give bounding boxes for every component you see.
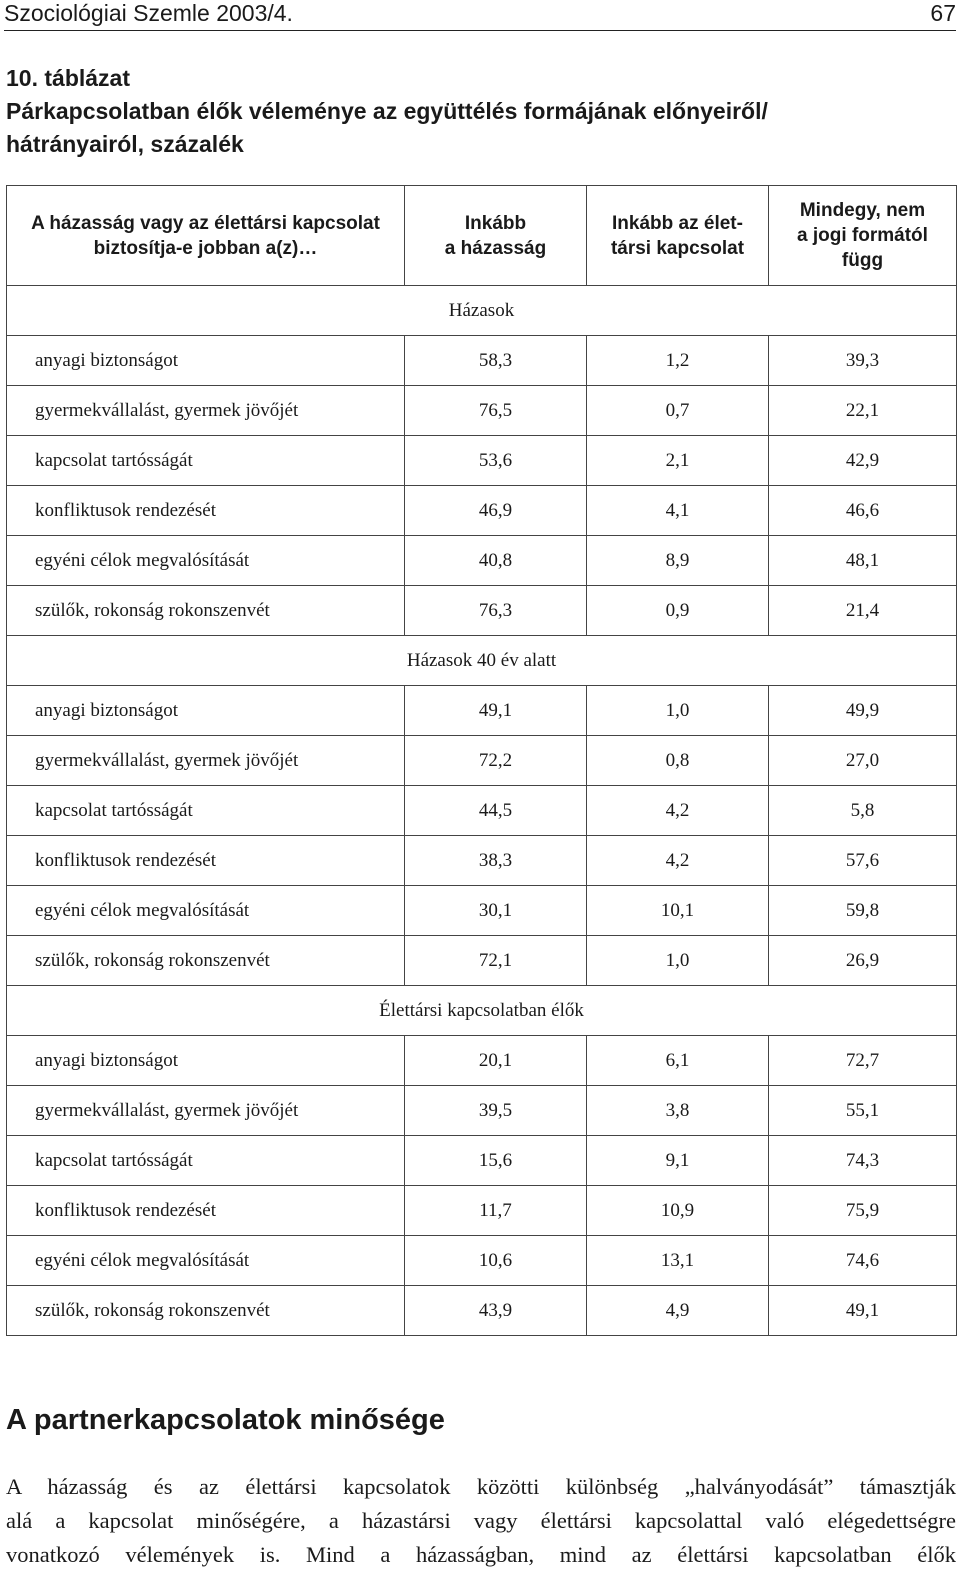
row-value: 39,3 (769, 336, 957, 386)
row-value: 6,1 (587, 1036, 769, 1086)
row-value: 11,7 (405, 1186, 587, 1236)
table-row (7, 786, 957, 836)
header-cohabitation: Inkább az élet- társi kapcsolat (587, 186, 769, 286)
row-label: szülők, rokonság rokonszenvét (7, 1286, 405, 1336)
table-row (7, 1086, 957, 1136)
row-value: 0,9 (587, 586, 769, 636)
row-value: 46,6 (769, 486, 957, 536)
running-head (4, 0, 956, 31)
row-label: konfliktusok rendezését (7, 486, 405, 536)
table-body (7, 286, 957, 1336)
row-value: 55,1 (769, 1086, 957, 1136)
row-value: 1,2 (587, 336, 769, 386)
table-row (7, 1286, 957, 1336)
header-no-matter: Mindegy, nem a jogi formától függ (769, 186, 957, 286)
table-row (7, 436, 957, 486)
row-value: 30,1 (405, 886, 587, 936)
row-value: 48,1 (769, 536, 957, 586)
row-value: 4,1 (587, 486, 769, 536)
row-value: 75,9 (769, 1186, 957, 1236)
row-label: konfliktusok rendezését (7, 836, 405, 886)
row-value: 57,6 (769, 836, 957, 886)
row-value: 0,7 (587, 386, 769, 436)
table-row (7, 936, 957, 986)
row-value: 0,8 (587, 736, 769, 786)
table-row (7, 586, 957, 636)
table-row (7, 536, 957, 586)
section-title: Házasok 40 év alatt (7, 636, 957, 686)
row-label: anyagi biztonságot (7, 336, 405, 386)
row-label: anyagi biztonságot (7, 686, 405, 736)
row-value: 15,6 (405, 1136, 587, 1186)
row-value: 72,1 (405, 936, 587, 986)
row-value: 53,6 (405, 436, 587, 486)
row-label: gyermekvállalást, gyermek jövőjét (7, 386, 405, 436)
row-label: gyermekvállalást, gyermek jövőjét (7, 1086, 405, 1136)
row-value: 4,9 (587, 1286, 769, 1336)
journal-title: Szociológiai Szemle 2003/4. (4, 0, 293, 26)
row-value: 76,5 (405, 386, 587, 436)
row-value: 72,7 (769, 1036, 957, 1086)
row-value: 20,1 (405, 1036, 587, 1086)
row-value: 49,1 (405, 686, 587, 736)
row-value: 1,0 (587, 936, 769, 986)
section-title: Élettársi kapcsolatban élők (7, 986, 957, 1036)
row-label: kapcsolat tartósságát (7, 786, 405, 836)
body-line-2: alá a kapcsolat minőségére, a házastársi vagy élettársi kapcsolattal való elégedettségre (6, 1508, 956, 1533)
row-value: 21,4 (769, 586, 957, 636)
table-row (7, 736, 957, 786)
row-label: anyagi biztonságot (7, 1036, 405, 1086)
table-title-line-2: hátrányairól, százalék (6, 131, 244, 157)
row-value: 40,8 (405, 536, 587, 586)
table-row (7, 1186, 957, 1236)
row-value: 74,6 (769, 1236, 957, 1286)
opinion-table (6, 185, 957, 1336)
row-value: 9,1 (587, 1136, 769, 1186)
row-value: 10,1 (587, 886, 769, 936)
section-row (7, 636, 957, 686)
row-value: 13,1 (587, 1236, 769, 1286)
table-row (7, 886, 957, 936)
body-paragraph (6, 1470, 956, 1572)
body-line-1: A házasság és az élettársi kapcsolatok közötti különbség „halványodását” támasztják (6, 1474, 956, 1499)
row-value: 42,9 (769, 436, 957, 486)
section-row (7, 986, 957, 1036)
row-label: szülők, rokonság rokonszenvét (7, 586, 405, 636)
table-title-line-1: Párkapcsolatban élők véleménye az együttélés formájának előnyeiről/ (6, 98, 768, 124)
row-label: szülők, rokonság rokonszenvét (7, 936, 405, 986)
row-value: 58,3 (405, 336, 587, 386)
section-row (7, 286, 957, 336)
row-value: 74,3 (769, 1136, 957, 1186)
table-row (7, 336, 957, 386)
header-question: A házasság vagy az élettársi kapcsolat biztosítja-e jobban a(z)… (7, 186, 405, 286)
row-value: 46,9 (405, 486, 587, 536)
table-caption (6, 62, 956, 161)
table-row (7, 686, 957, 736)
row-value: 3,8 (587, 1086, 769, 1136)
row-value: 2,1 (587, 436, 769, 486)
row-value: 26,9 (769, 936, 957, 986)
row-value: 10,6 (405, 1236, 587, 1286)
row-value: 72,2 (405, 736, 587, 786)
table-row (7, 1236, 957, 1286)
row-label: kapcsolat tartósságát (7, 436, 405, 486)
row-label: egyéni célok megvalósítását (7, 536, 405, 586)
row-value: 76,3 (405, 586, 587, 636)
row-value: 39,5 (405, 1086, 587, 1136)
row-label: kapcsolat tartósságát (7, 1136, 405, 1186)
row-value: 59,8 (769, 886, 957, 936)
page-number: 67 (930, 0, 956, 26)
row-label: egyéni célok megvalósítását (7, 1236, 405, 1286)
row-value: 5,8 (769, 786, 957, 836)
row-label: konfliktusok rendezését (7, 1186, 405, 1236)
row-label: gyermekvállalást, gyermek jövőjét (7, 736, 405, 786)
row-value: 4,2 (587, 836, 769, 886)
row-value: 4,2 (587, 786, 769, 836)
table-row (7, 836, 957, 886)
table-row (7, 386, 957, 436)
row-value: 10,9 (587, 1186, 769, 1236)
row-value: 43,9 (405, 1286, 587, 1336)
row-value: 8,9 (587, 536, 769, 586)
body-line-3: vonatkozó vélemények is. Mind a házasságban, mind az élettársi kapcsolatban élők (6, 1542, 956, 1567)
table-row (7, 486, 957, 536)
row-value: 1,0 (587, 686, 769, 736)
row-value: 27,0 (769, 736, 957, 786)
header-marriage: Inkább a házasság (405, 186, 587, 286)
row-value: 22,1 (769, 386, 957, 436)
table-row (7, 1036, 957, 1086)
row-label: egyéni célok megvalósítását (7, 886, 405, 936)
row-value: 44,5 (405, 786, 587, 836)
header-row (7, 186, 957, 286)
row-value: 49,9 (769, 686, 957, 736)
row-value: 38,3 (405, 836, 587, 886)
row-value: 49,1 (769, 1286, 957, 1336)
table-number: 10. táblázat (6, 65, 130, 91)
table-row (7, 1136, 957, 1186)
section-heading: A partnerkapcsolatok minősége (6, 1404, 445, 1436)
section-title: Házasok (7, 286, 957, 336)
